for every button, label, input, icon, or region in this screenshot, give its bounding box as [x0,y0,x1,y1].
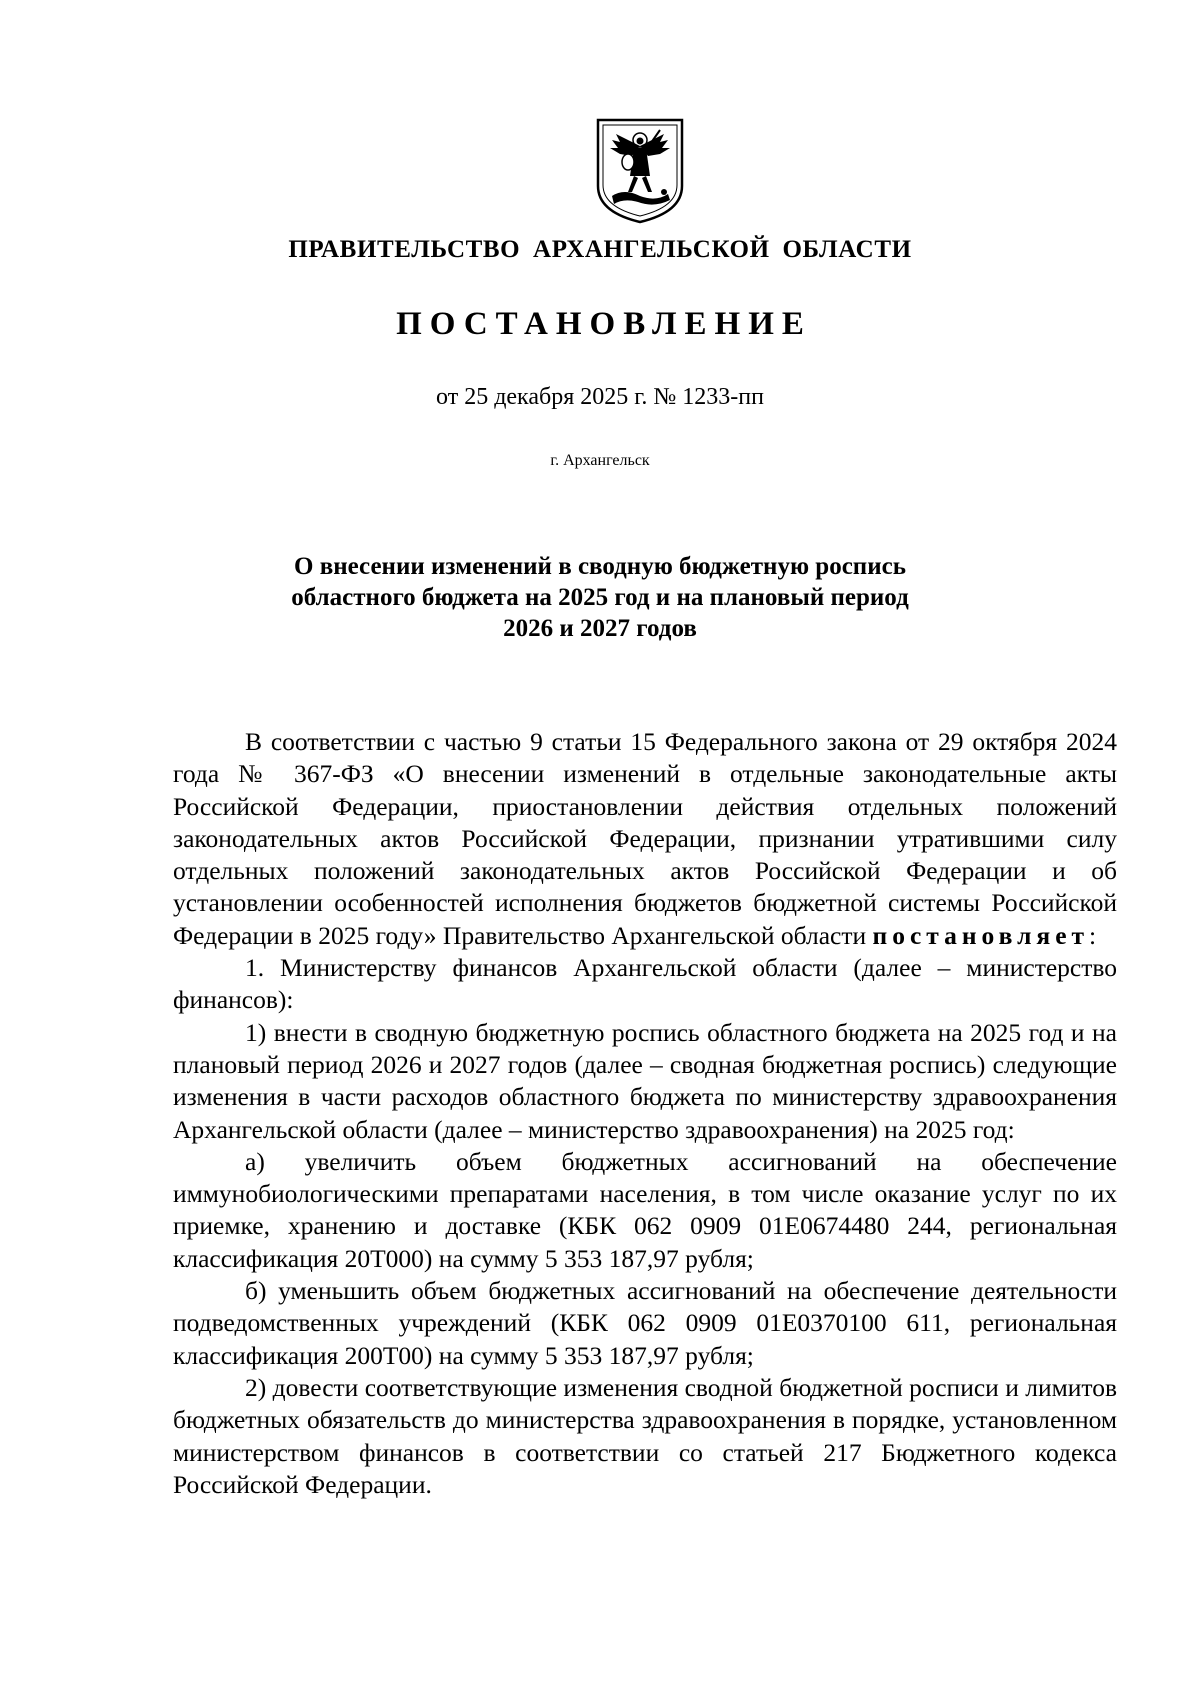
coat-of-arms-icon [594,116,686,226]
document-body [173,726,1117,1501]
decree-colon: : [1089,920,1097,950]
city: г. Архангельск [550,452,650,469]
document-title [200,551,1000,644]
title-line: 2026 и 2027 годов [503,615,697,642]
organization-name: ПРАВИТЕЛЬСТВО АРХАНГЕЛЬСКОЙ ОБЛАСТИ [288,236,912,263]
preamble-text: В соответствии с частью 9 статьи 15 Федерального закона от 29 октября 2024 года № 367-ФЗ «О внесении изменений в отдельные законодательные акты Российской Федерации, приостановлении действия отдельных положений законодательных актов Российской Федерации, признании утратившими силу отдельных положений законодательных актов Российской Федерации и об установлении особенностей исполнения бюджетов бюджетной системы Российской Федерации в 2025 году» Правительство Архангельской области [173,727,1117,950]
decree-word: постановляет [872,920,1090,950]
preamble-paragraph [173,726,1117,952]
item-1-2: 2) довести соответствующие изменения сводной бюджетной росписи и лимитов бюджетных обязательств до министерства здравоохранения в порядке, установленном министерством финансов в соответствии со статьей 217 Бюджетного кодекса Российской Федерации. [173,1372,1117,1499]
item-1-1-b: б) уменьшить объем бюджетных ассигнований на обеспечение деятельности подведомственных учреждений (КБК 062 0909 01Е0370100 611, региональная классификация 200Т00) на сумму 5 353 187,97 рубля; [173,1276,1117,1370]
title-line: О внесении изменений в сводную бюджетную роспись [294,553,906,580]
item-1-1-a: а) увеличить объем бюджетных ассигнований на обеспечение иммунобиологическими препаратами населения, в том числе оказание услуг по их приемке, хранению и доставке (КБК 062 0909 01Е0674480 244, региональная классификация 20Т000) на сумму 5 353 187,97 рубля; [173,1146,1117,1273]
title-line: областного бюджета на 2025 год и на плановый период [291,584,909,611]
date-and-number: от 25 декабря 2025 г. № 1233-пп [436,384,764,410]
item-1-1: 1) внести в сводную бюджетную роспись областного бюджета на 2025 год и на плановый период 2026 и 2027 годов (далее – сводная бюджетная роспись) следующие изменения в части расходов областного бюджета по министерству здравоохранения Архангельской области (далее – министерство здравоохранения) на 2025 год: [173,1017,1117,1144]
document-type: ПОСТАНОВЛЕНИЕ [396,306,812,342]
item-1: 1. Министерству финансов Архангельской области (далее – министерство финансов): [173,953,1117,1015]
